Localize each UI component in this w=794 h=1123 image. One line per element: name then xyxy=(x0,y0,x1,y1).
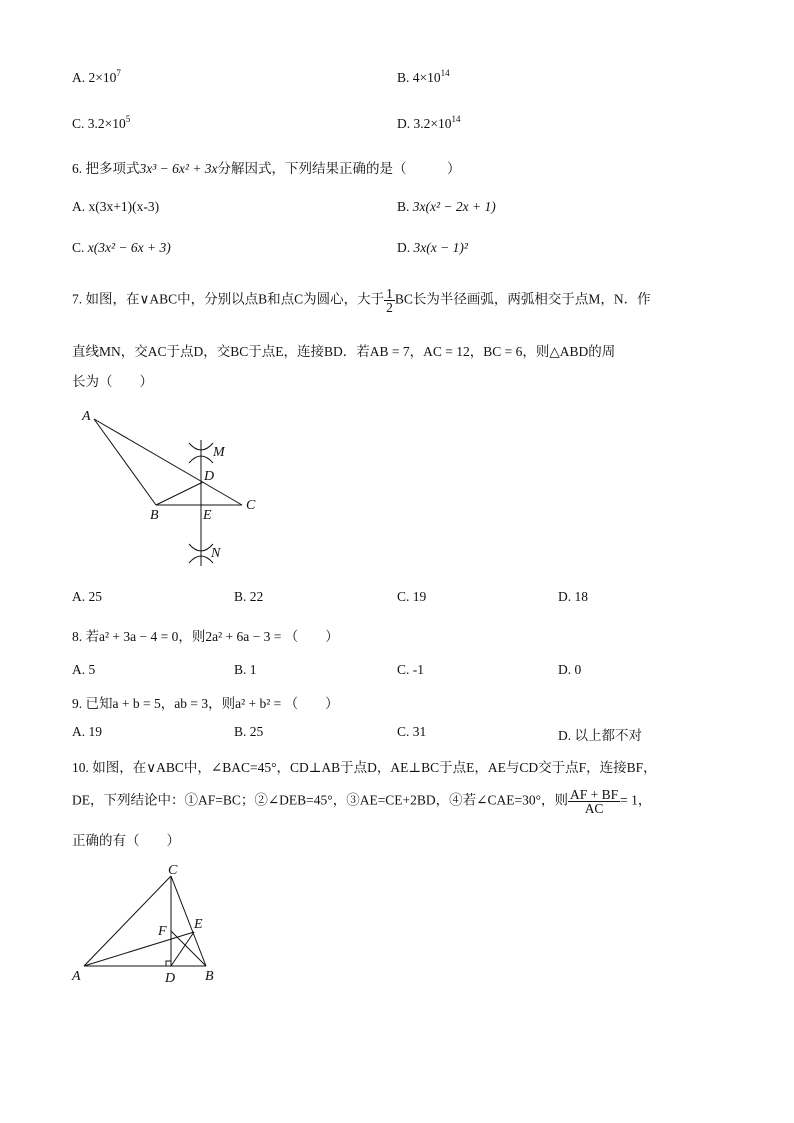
q7-option-d: D. 18 xyxy=(558,589,588,604)
q10-label-c: C xyxy=(168,863,178,878)
q8-option-b: B. 1 xyxy=(234,662,257,677)
q10-fraction: $\frac{AF + BF}{AC}$ xyxy=(570,787,619,816)
q10-label-d: D xyxy=(165,971,176,986)
q10-label-e: E xyxy=(194,917,203,932)
q7-option-a: A. 25 xyxy=(72,589,102,604)
q10-stem-line3: 正确的有（ ） xyxy=(72,833,180,848)
q8-option-d: D. 0 xyxy=(558,662,582,677)
q7-option-c: C. 19 xyxy=(397,589,427,604)
q7-fraction: $\frac{1}{2}$ xyxy=(386,286,393,315)
q7-stem-line1: 7. 如图，在∨ABC中，分别以点B和点C为圆心，大于 $\frac{1}{2}$ BC长为半径画弧，两弧相交于点M，N．作 xyxy=(72,286,651,315)
q5-option-a: A. $2\times 10^7$ xyxy=(72,68,121,85)
q7-segment-ac xyxy=(94,419,242,505)
q5-option-c: C. $3.2\times 10^5$ xyxy=(72,114,131,131)
q7-stem-line3: 长为（ ） xyxy=(72,374,153,389)
q9-stem: 9. 已知a + b = 5，ab = 3，则a² + b² = （ ） xyxy=(72,696,339,711)
q8-option-c: C. -1 xyxy=(397,662,424,677)
q10-stem-line2: DE，下列结论中：①AF=BC；②∠DEB=45°，③AE=CE+2BD，④若∠CAE=30°，则 $\frac{AF + BF}{AC}$ = 1， xyxy=(72,787,652,816)
q7-label-a: A xyxy=(82,409,91,424)
q5-option-b: B. $4\times 10^{14}$ xyxy=(397,68,450,85)
q6-stem: 6. 把多项式3x³ − 6x² + 3x分解因式，下列结果正确的是（ ） xyxy=(72,161,461,176)
q5-option-d: D. $3.2\times 10^{14}$ xyxy=(397,114,461,131)
q7-label-e: E xyxy=(203,508,212,523)
q7-stem-line2: 直线MN，交AC于点D，交BC于点E，连接BD．若AB = 7，AC = 12，BC = 6，则△ABD的周 xyxy=(72,344,616,359)
q7-option-b: B. 22 xyxy=(234,589,264,604)
q7-label-m: M xyxy=(213,445,225,460)
q9-option-c: C. 31 xyxy=(397,724,427,739)
q10-label-a: A xyxy=(72,969,81,984)
q10-segment-de xyxy=(171,932,194,966)
q10-label-b: B xyxy=(205,969,214,984)
q7-label-d: D xyxy=(204,469,215,484)
q10-label-f: F xyxy=(158,924,167,939)
q7-figure xyxy=(76,403,266,573)
q9-option-b: B. 25 xyxy=(234,724,264,739)
q7-label-n: N xyxy=(211,546,221,561)
q6-option-c: C. x(3x² − 6x + 3) xyxy=(72,240,171,255)
q8-option-a: A. 5 xyxy=(72,662,96,677)
q6-option-b: B. 3x(x² − 2x + 1) xyxy=(397,199,496,214)
q9-option-d: D. 以上都不对 xyxy=(558,728,642,743)
q9-option-a: A. 19 xyxy=(72,724,102,739)
q7-segment-ab xyxy=(94,419,156,505)
q10-segment-bf xyxy=(171,931,206,966)
q6-option-a: A. x(3x+1)(x-3) xyxy=(72,199,160,214)
q6-option-d: D. 3x(x − 1)² xyxy=(397,240,468,255)
q7-label-b: B xyxy=(150,508,159,523)
q10-stem-line1: 10. 如图，在∨ABC中，∠BAC=45°，CD⊥AB于点D，AE⊥BC于点E，AE与CD交于点F，连接BF， xyxy=(72,760,657,775)
q7-segment-bd xyxy=(156,482,203,505)
q10-right-angle-mark xyxy=(166,961,171,966)
q10-figure xyxy=(68,858,228,988)
q8-stem: 8. 若a² + 3a − 4 = 0，则2a² + 6a − 3 = （ ） xyxy=(72,629,339,644)
q7-label-c: C xyxy=(246,498,256,513)
